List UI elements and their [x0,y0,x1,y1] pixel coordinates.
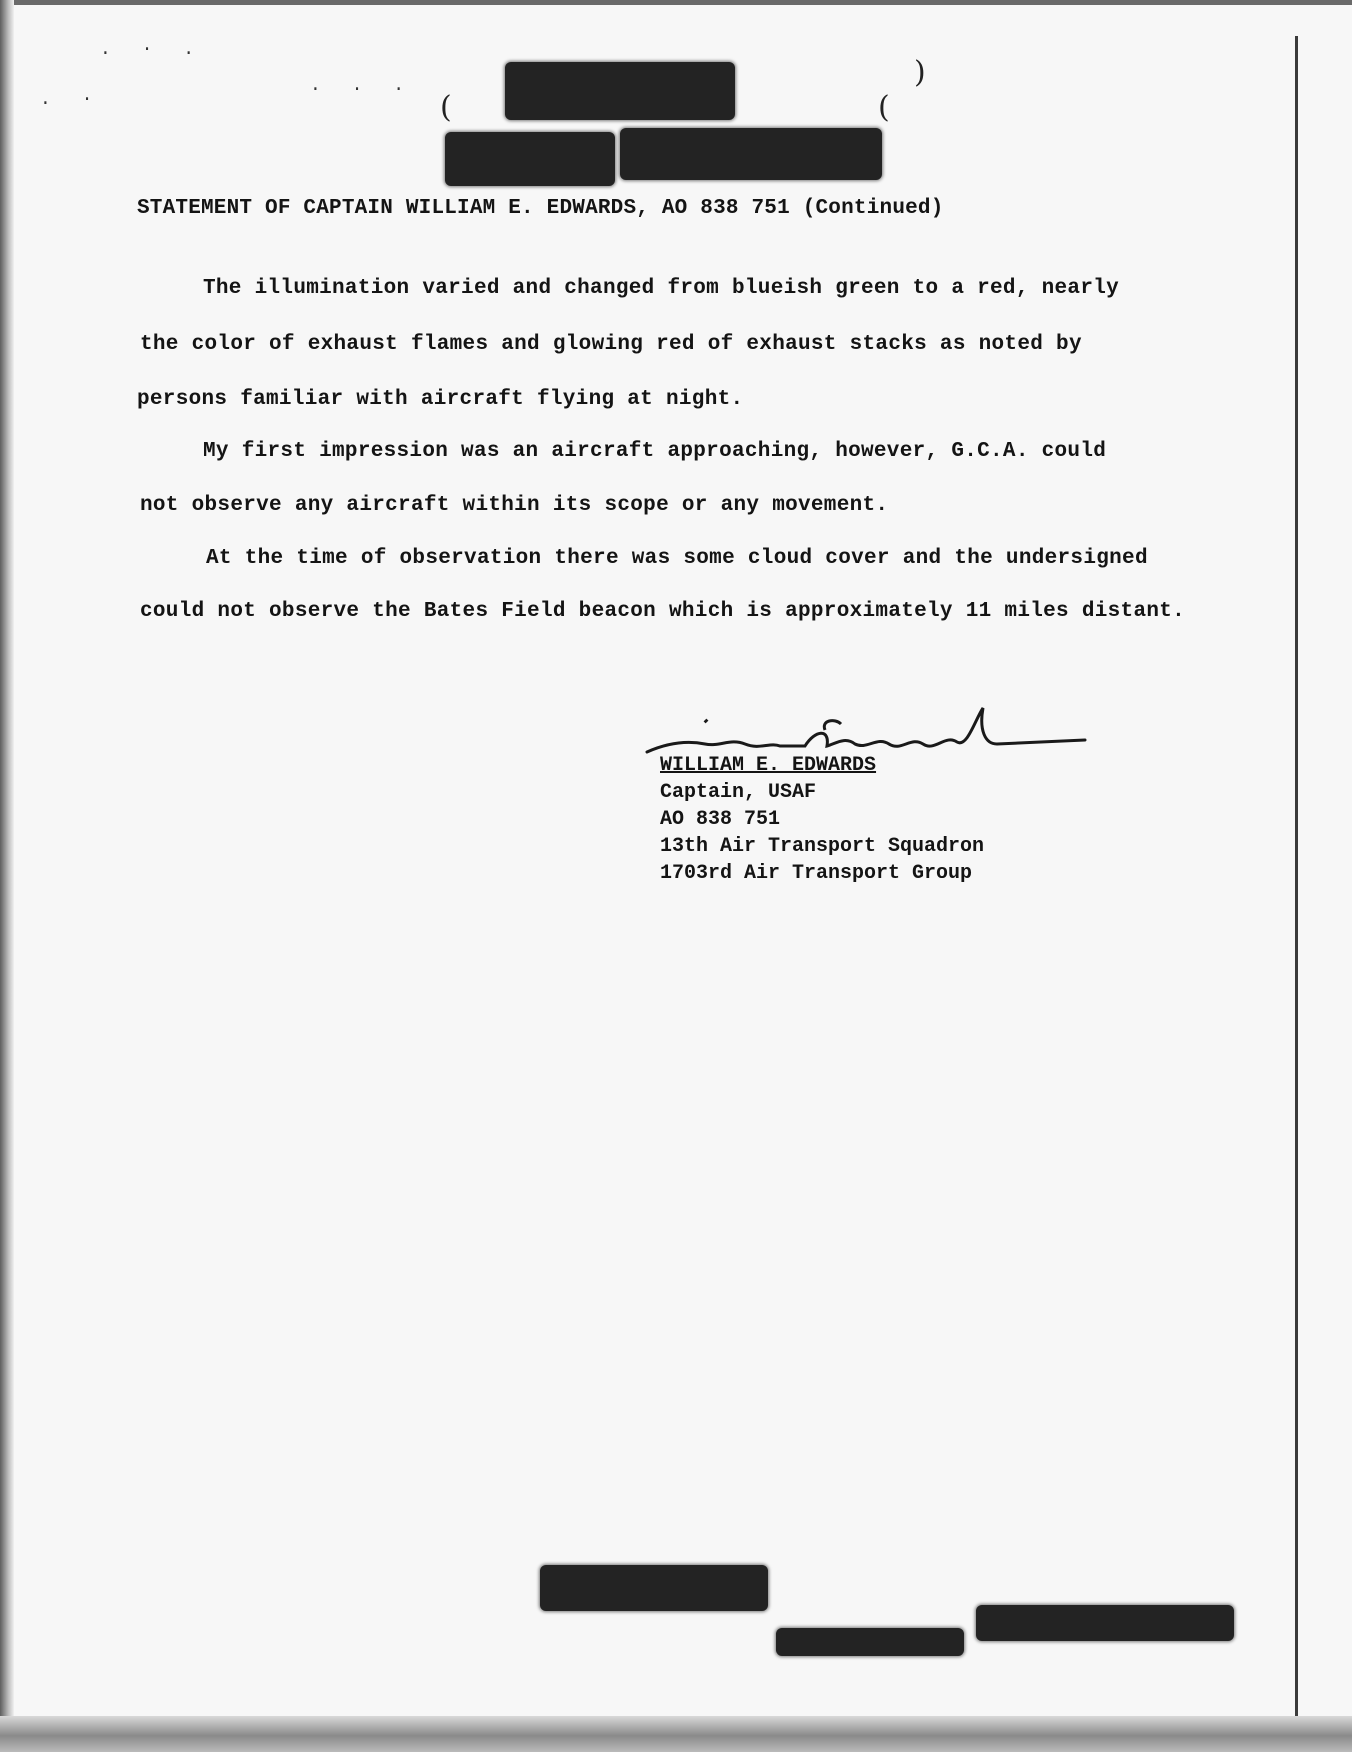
signer-group: 1703rd Air Transport Group [660,862,973,885]
body-text-line: persons familiar with aircraft flying at night. [137,388,744,411]
body-text-line: the color of exhaust flames and glowing red of exhaust stacks as noted by [140,333,1082,356]
redaction-bar [505,62,735,120]
page-bottom-edge [0,1716,1352,1752]
page-right-rule [1295,36,1298,1731]
page-top-edge [0,0,1352,5]
paren-mark: ( [440,90,452,125]
signer-service-number: AO 838 751 [660,808,781,831]
stray-marks: . · . [100,40,205,60]
signer-name: WILLIAM E. EDWARDS [660,754,877,777]
stray-marks: · · · [310,80,415,100]
signer-rank: Captain, USAF [660,781,817,804]
redaction-bar [540,1565,768,1611]
redaction-bar [445,132,615,186]
paren-mark: ) [914,55,926,90]
signer-squadron: 13th Air Transport Squadron [660,835,985,858]
statement-heading: STATEMENT OF CAPTAIN WILLIAM E. EDWARDS, AO 838 751 (Continued) [137,197,944,220]
redaction-bar [620,128,882,180]
redaction-bar [776,1628,964,1656]
page-left-edge [0,0,14,1752]
signature-block [660,752,984,887]
paren-mark: ( [878,90,890,125]
stray-marks: . · [40,90,103,110]
body-text-line: The illumination varied and changed from blueish green to a red, nearly [203,277,1120,300]
handwritten-signature [645,700,1105,760]
body-text-line: could not observe the Bates Field beacon which is approximately 11 miles distant. [140,600,1186,623]
redaction-bar [976,1605,1234,1641]
body-text-line: My first impression was an aircraft approaching, however, G.C.A. could [203,440,1107,463]
body-text-line: not observe any aircraft within its scope or any movement. [140,494,889,517]
body-text-line: At the time of observation there was some cloud cover and the undersigned [206,547,1148,570]
